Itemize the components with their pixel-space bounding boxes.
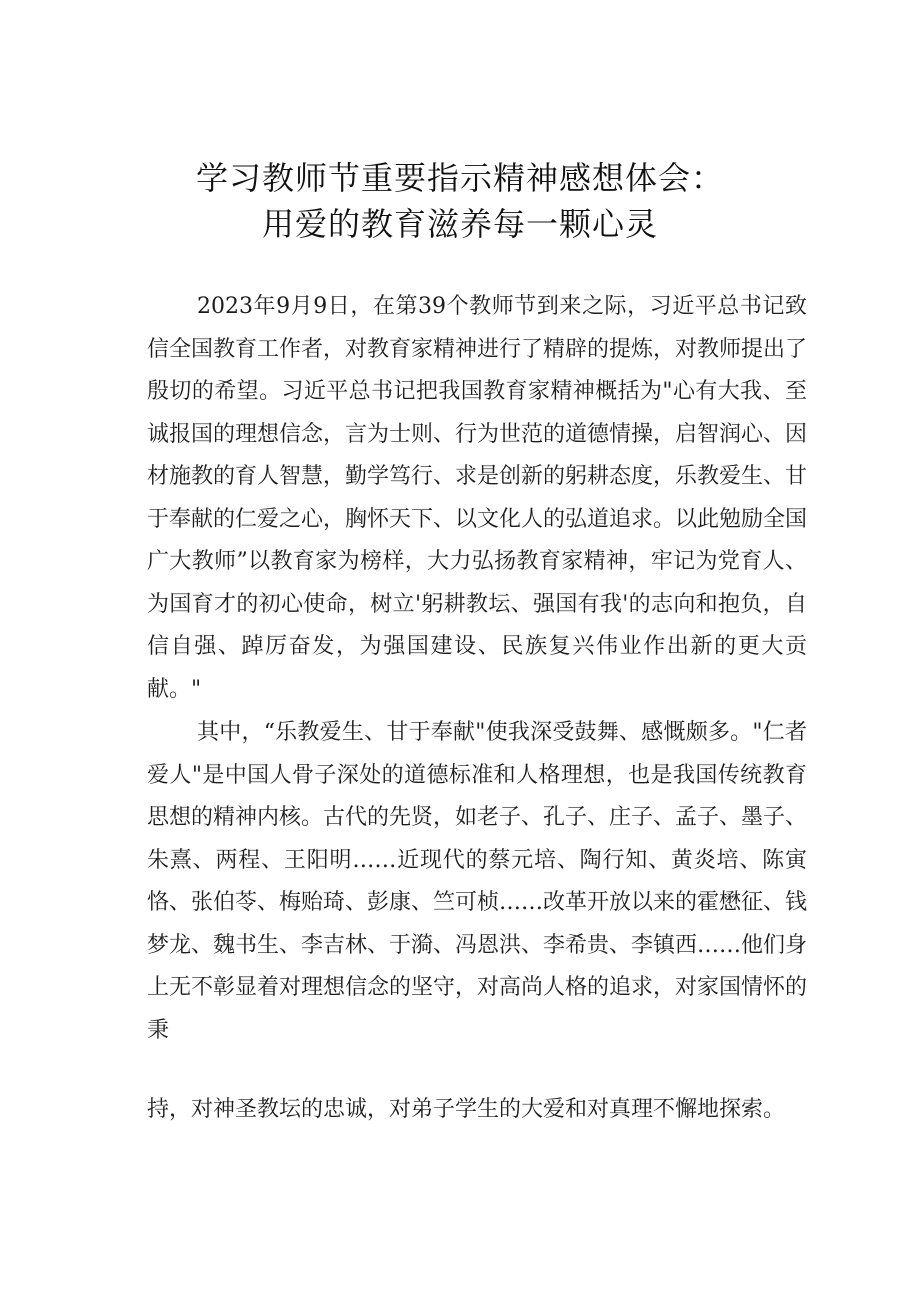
paragraph-3-continuation: 持，对神圣教坛的忠诚，对弟子学生的大爱和对真理不懈地探索。 [147, 1097, 786, 1122]
document-title-line-1: 学习教师节重要指示精神感想体会： [195, 159, 724, 197]
paragraph-2: 其中，“乐教爱生、甘于奉献"使我深受鼓舞、感慨颇多。"仁者爱人"是中国人骨子深处的道德标准和人格理想，也是我国传统教育思想的精神内核。古代的先贤，如老子、孔子、庄子、孟子、墨子、朱熹、两程、王阳明……近现代的蔡元培、陶行知、黄炎培、陈寅恪、张伯苓、梅贻琦、彭康、竺可桢……改革开放以来的霍懋征、钱梦龙、魏书生、李吉林、于漪、冯恩洪、李希贵、李镇西……他们身上无不彰显着对理想信念的坚守，对高尚人格的追求，对家国情怀的秉 [147, 720, 808, 1043]
paragraph-1: 2023年9月9日，在第39个教师节到来之际，习近平总书记致信全国教育工作者，对教育家精神进行了精辟的提炼，对教师提出了殷切的希望。习近平总书记把我国教育家精神概括为"心有大我、至诚报国的理想信念，言为士则、行为世范的道德情操，启智润心、因材施教的育人智慧，勤学笃行、求是创新的躬耕态度，乐教爱生、甘于奉献的仁爱之心，胸怀天下、以文化人的弘道追求。以此勉励全国广大教师”以教育家为榜样，大力弘扬教育家精神，牢记为党育人、为国育才的初心使命，树立'躬耕教坛、强国有我'的志向和抱负，自信自强、踔厉奋发，为强国建设、民族复兴伟业作出新的更大贡献。" [147, 294, 808, 702]
document-title-line-2: 用爱的教育滋养每一颗心灵 [261, 205, 658, 243]
